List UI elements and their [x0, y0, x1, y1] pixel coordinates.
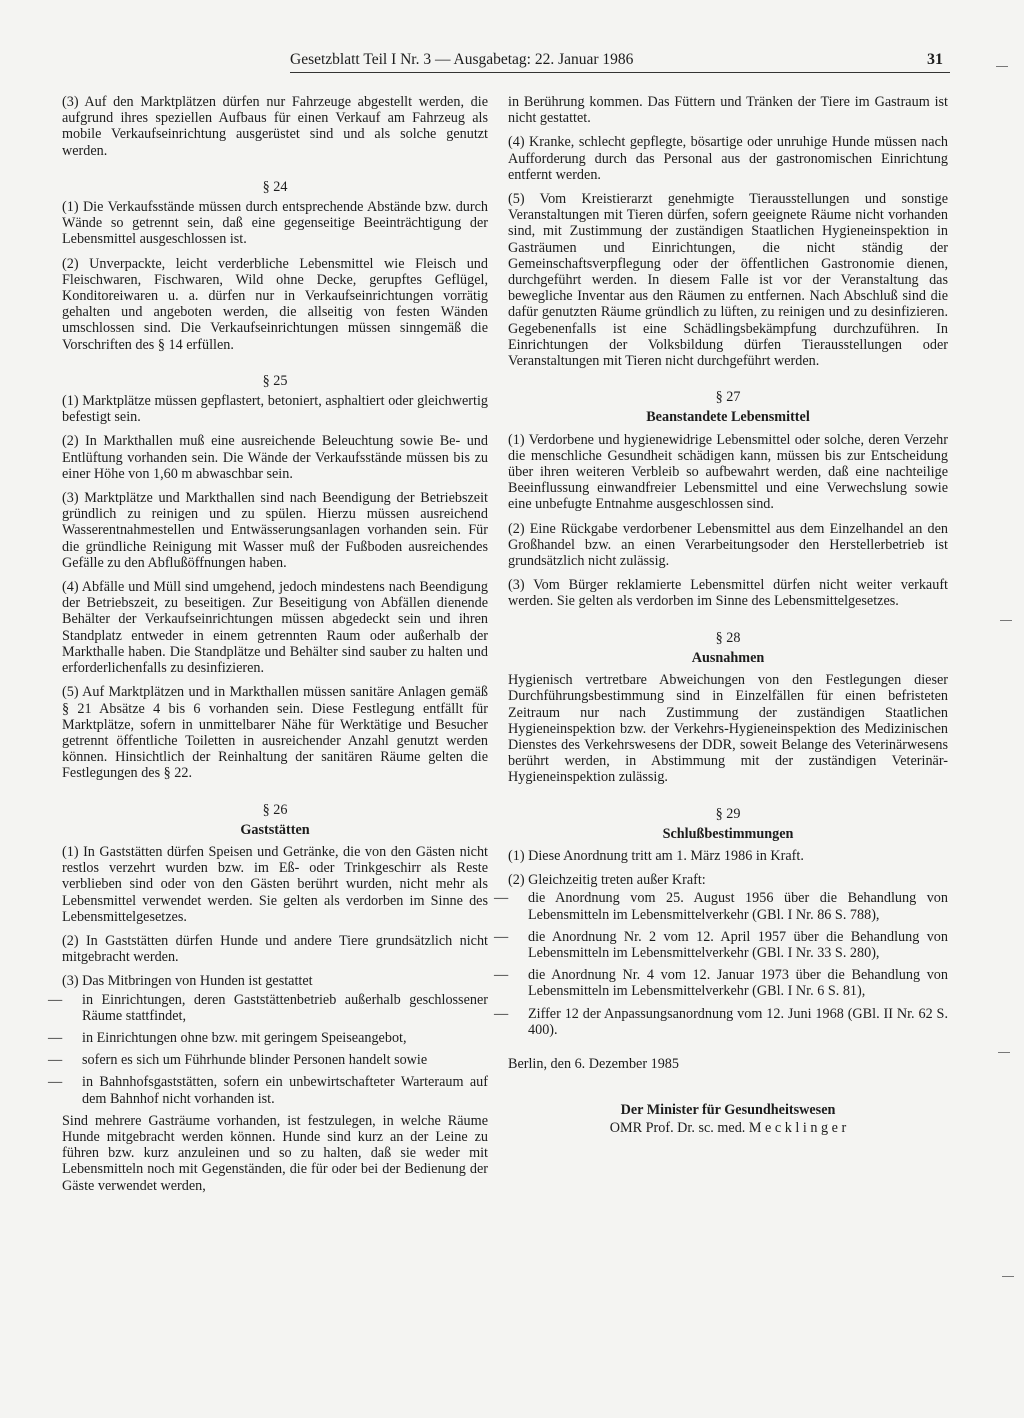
- margin-mark: [996, 66, 1008, 67]
- section-number: § 29: [715, 805, 741, 822]
- page-header: [290, 50, 950, 74]
- paragraph: (4) Kranke, schlecht gepflegte, bösartige oder unruhige Hunde müssen nach Aufforderung durch das Personal aus der gastronomischen Einrichtung entfernt werden.: [508, 134, 948, 183]
- left-column: [48, 94, 488, 1202]
- paragraph: (5) Vom Kreistierarzt genehmigte Tierausstellungen und sonstige Veranstaltungen mit Tieren dürfen, sofern geeignete Räume nicht vorhanden sind, mit Zustimmung der zuständigen Staatlichen Hygieneinspektion in Gasträumen und Einrichtungen, die nicht ständig der Gemeinschaftsverpflegung oder der öffentlichen Gastronomie dienen, durchgeführt werden. In diesem Falle ist vor der Veranstaltung das bewegliche Inventar aus den Räumen zu entfernen. Nach Abschluß sind die dafür genutzten Räume gründlich zu lüften, zu reinigen und zu desinfizieren. Gegebenenfalls ist eine Schädlingsbekämpfung durchzuführen. In Einrichtungen der Volksbildung dürfen Tierausstellungen oder Veranstaltungen mit Tieren nicht durchgeführt werden.: [508, 191, 948, 370]
- list-item: — in Bahnhofsgaststätten, sofern ein unbewirtschafteter Warteraum auf dem Bahnhof nicht vorhanden ist.: [48, 1074, 488, 1107]
- section-heading: Schlußbestimmungen: [662, 825, 794, 842]
- paragraph: (1) Die Verkaufsstände müssen durch entsprechende Abstände bzw. durch Wände so getrennt sein, daß eine gegenseitige Beeinträchtigung der Lebensmittel ausgeschlossen ist.: [62, 199, 488, 248]
- paragraph: (3) Vom Bürger reklamierte Lebensmittel dürfen nicht weiter verkauft werden. Sie gelten als verdorben im Sinne des Lebensmittelgesetzes.: [508, 577, 948, 610]
- paragraph: (2) In Markthallen muß eine ausreichende Beleuchtung sowie Be- und Entlüftung vorhanden sein. Die Wände der Verkaufsstände müssen bis zu einer Höhe von 1,60 m abwaschbar sein.: [62, 433, 488, 482]
- paragraph: (3) Marktplätze und Markthallen sind nach Beendigung der Betriebszeit gründlich zu reinigen und zu spülen. Hierzu müssen ausreichend Wasserentnahmestellen und Entwässerungsanlagen vorhanden sein. Für die gründliche Reinigung mit Wasser muß der Fußboden ausreichendes Gefälle zu den Abflußöffnungen haben.: [62, 490, 488, 571]
- place-date: Berlin, den 6. Dezember 1985: [508, 1055, 679, 1072]
- section-number: § 26: [262, 801, 288, 818]
- section-heading: Gaststätten: [240, 821, 310, 838]
- paragraph: (3) Das Mitbringen von Hunden ist gestattet: [62, 973, 313, 990]
- list-item: — die Anordnung vom 25. August 1956 über die Behandlung von Lebensmitteln im Lebensmittelverkehr (GBl. I Nr. 86 S. 788),: [494, 890, 948, 923]
- paragraph: (1) Verdorbene und hygienewidrige Lebensmittel oder solche, deren Verzehr die menschliche Gesundheit schädigen kann, müssen bis zur Entscheidung über ihren weiteren Verbleib so aufbewahrt werden, daß eine nachteilige Beeinflussung einwandfreier Lebensmittel und eine Verwechslung sowie eine unbefugte Entnahme ausgeschlossen sind.: [508, 431, 948, 513]
- paragraph: (1) Diese Anordnung tritt am 1. März 1986 in Kraft.: [508, 847, 804, 864]
- paragraph: (4) Abfälle und Müll sind umgehend, jedoch mindestens nach Beendigung der Betriebszeit, zu beseitigen. Zur Beseitigung von Abfällen dienende Behälter der Verkaufseinrichtungen müssen abgedeckt sein und ihren Standplatz entweder in einem getrennten Raum oder außerhalb der Markthalle haben. Die Standplätze und Behälter sind sauber zu halten und erforderlichenfalls zu desinfizieren.: [62, 579, 488, 677]
- paragraph: Sind mehrere Gasträume vorhanden, ist festzulegen, in welche Räume Hunde mitgebracht werden können. Hunde sind kurz an der Leine zu führen bzw. kurz anzuleinen und so zu halten, daß sie weder mit Lebensmitteln noch mit Gegenständen, die für oder bei der Bedienung der Gäste verwendet werden,: [62, 1112, 488, 1194]
- header-title: Gesetzblatt Teil I Nr. 3 — Ausgabetag: 22. Januar 1986: [290, 51, 634, 68]
- paragraph: (3) Auf den Marktplätzen dürfen nur Fahrzeuge abgestellt werden, die aufgrund ihres speziellen Aufbaus für einen Verkauf am Fahrzeug als mobile Verkaufseinrichtung ausgerüstet sind und als solche genutzt werden.: [62, 94, 488, 159]
- paragraph: (1) Marktplätze müssen gepflastert, betoniert, asphaltiert oder gleichwertig befestigt sein.: [62, 393, 488, 426]
- paragraph: (1) In Gaststätten dürfen Speisen und Getränke, die von den Gästen nicht restlos verzehrt wurden bzw. im Eß- oder Trinkgeschirr als Reste verblieben sind oder von den Gästen berührt wurden, nicht mehr als Lebensmittel verwendet werden. Sie gelten als verdorben im Sinne des Lebensmittelgesetzes.: [62, 843, 488, 925]
- section-number: § 25: [262, 372, 288, 389]
- page-number: 31: [927, 51, 943, 68]
- right-column: [494, 94, 948, 1137]
- dash-list: [494, 890, 948, 1038]
- margin-mark: [1000, 620, 1012, 621]
- section-number: § 27: [715, 389, 741, 406]
- signature-title: Der Minister für Gesundheitswesen: [620, 1102, 836, 1119]
- paragraph: Hygienisch vertretbare Abweichungen von den Festlegungen dieser Durchführungsbestimmung sind in Einzelfällen für einen befristeten Zeitraum nur nach Zustimmung der zuständigen Staatlichen Hygieneinspektion bzw. der Verkehrs-Hygieneinspektion des Medizinischen Dienstes des Verkehrswesens der DDR, soweit Belange des Veterinärwesens berührt werden, in Abstimmung mit der zuständigen Veterinär-Hygieneinspektion zulässig.: [508, 672, 948, 786]
- paragraph: in Berührung kommen. Das Füttern und Tränken der Tiere im Gastraum ist nicht gestattet.: [508, 94, 948, 127]
- list-item: — in Einrichtungen, deren Gaststättenbetrieb außerhalb geschlossener Räume stattfindet,: [48, 991, 488, 1024]
- margin-mark: [998, 1052, 1010, 1053]
- list-item: — die Anordnung Nr. 2 vom 12. April 1957 über die Behandlung von Lebensmitteln im Lebensmittelverkehr (GBl. I Nr. 33 S. 280),: [494, 928, 948, 961]
- section-heading: Ausnahmen: [691, 649, 765, 666]
- dash-list: [48, 991, 488, 1107]
- header-rule: [290, 72, 950, 73]
- list-item: — die Anordnung Nr. 4 vom 12. Januar 1973 über die Behandlung von Lebensmitteln im Lebensmittelverkehr (GBl. I Nr. 6 S. 81),: [494, 967, 948, 1000]
- signature-name: OMR Prof. Dr. sc. med. M e c k l i n g e r: [609, 1120, 847, 1137]
- margin-mark: [1002, 1276, 1014, 1277]
- paragraph: (2) Unverpackte, leicht verderbliche Lebensmittel wie Fleisch und Fleischwaren, Fischwaren, Wild ohne Decke, gerupftes Geflügel, Konditoreiwaren u. a. dürfen nur in Verkaufseinrichtungen vorrätig gehalten und angeboten werden, die allseitig von festen Wänden umschlossen sind. Die Verkaufseinrichtungen müssen sinngemäß die Vorschriften des § 14 erfüllen.: [62, 255, 488, 353]
- section-number: § 28: [715, 629, 741, 646]
- list-item: — sofern es sich um Führhunde blinder Personen handelt sowie: [48, 1052, 428, 1069]
- paragraph: (2) Eine Rückgabe verdorbener Lebensmittel aus dem Einzelhandel an den Großhandel bzw. an einen Verarbeitungsoder den Herstellerbetrieb ist grundsätzlich nicht zulässig.: [508, 520, 948, 570]
- paragraph: (2) Gleichzeitig treten außer Kraft:: [508, 872, 706, 889]
- list-item: — Ziffer 12 der Anpassungsanordnung vom 12. Juni 1968 (GBl. II Nr. 62 S. 400).: [494, 1005, 948, 1038]
- section-number: § 24: [262, 178, 288, 195]
- list-item: — in Einrichtungen ohne bzw. mit geringem Speiseangebot,: [48, 1029, 407, 1046]
- paragraph: (5) Auf Marktplätzen und in Markthallen müssen sanitäre Anlagen gemäß § 21 Absätze 4 bis 6 vorhanden sein. Diese Festlegung entfällt für Marktplätze, sofern in unmittelbarer Nähe für Werktätige und Besucher getrennt öffentliche Toiletten in ausreichender Anzahl genutzt werden können. Hinsichtlich der Reinhaltung der sanitären Räume gelten die Festlegungen des § 22.: [62, 684, 488, 782]
- section-heading: Beanstandete Lebensmittel: [646, 409, 810, 426]
- paragraph: (2) In Gaststätten dürfen Hunde und andere Tiere grundsätzlich nicht mitgebracht werden.: [62, 932, 488, 966]
